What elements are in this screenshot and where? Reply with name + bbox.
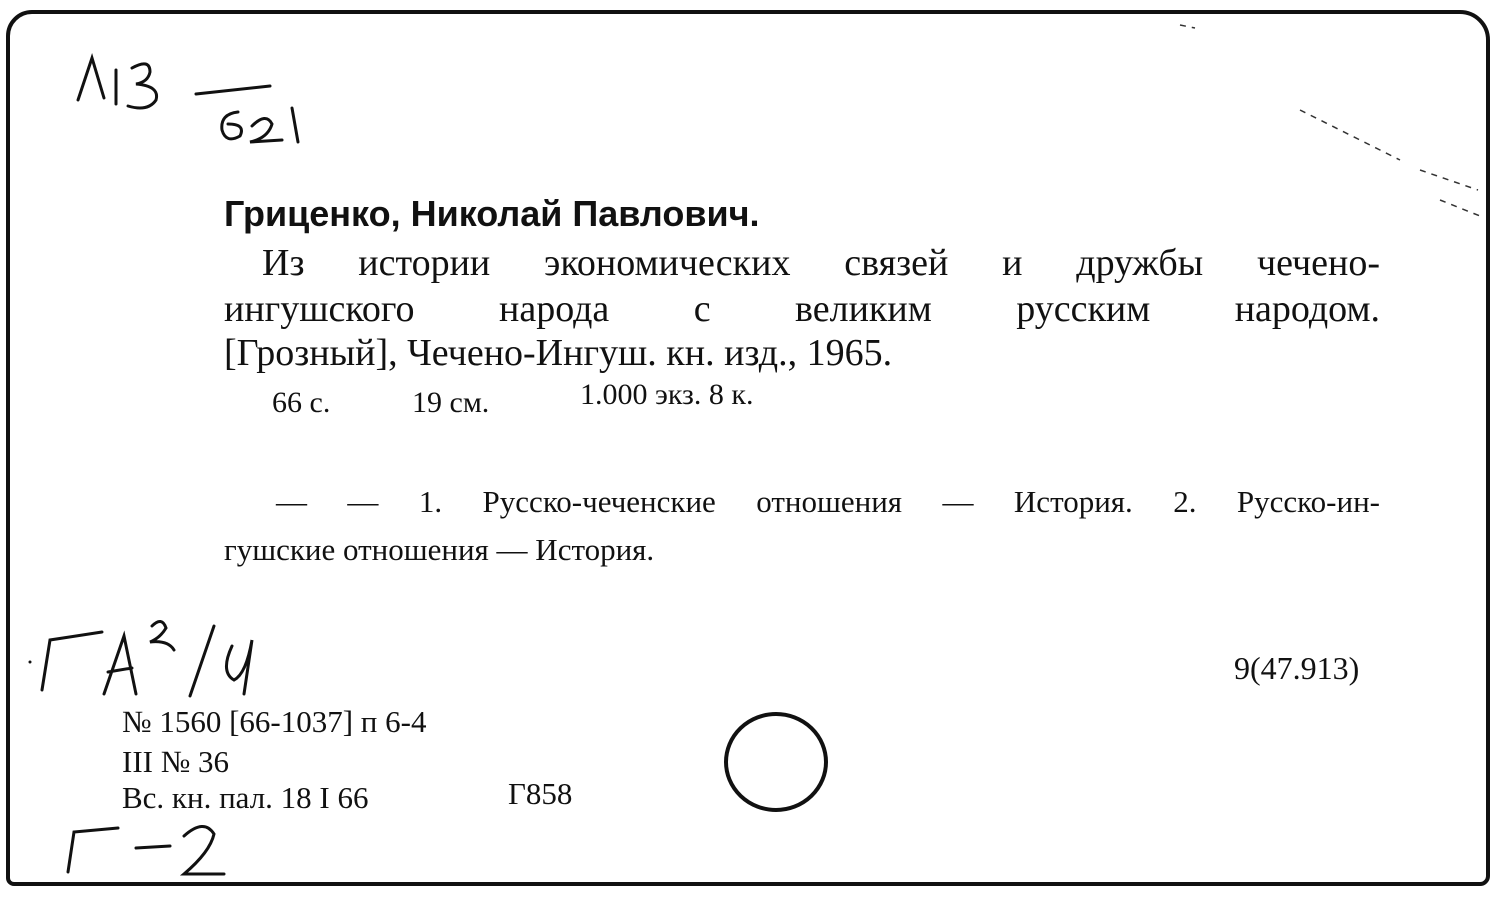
subjects-line-2: гушские отношения — История. <box>224 532 655 567</box>
physical-pages: 66 с. <box>272 386 331 419</box>
title-line-2: ингушского народа с великим русским народом. <box>224 288 1380 330</box>
subjects-line-1: — — 1. Русско-чеченские отношения — История. 2. Русско-ин- <box>276 484 1380 519</box>
imprint-line-2: III № 36 <box>122 744 230 779</box>
scan-specks <box>1180 25 1480 216</box>
handwriting-l13 <box>78 58 157 108</box>
handwriting-g2 <box>68 826 224 874</box>
classification-number: 9(47.913) <box>1234 650 1360 686</box>
handwriting-621 <box>222 108 298 142</box>
title-line-1: Из истории экономических связей и дружбы чечено- <box>262 242 1380 284</box>
imprint-line-1: № 1560 [66-1037] п 6-4 <box>122 704 427 739</box>
handwriting-ga <box>30 632 136 694</box>
handwriting-fraction <box>150 621 252 696</box>
circle-stamp <box>726 714 826 810</box>
physical-size: 19 см. <box>412 386 490 419</box>
handwriting-fraction-bar <box>196 86 270 94</box>
physical-print-run: 1.000 экз. 8 к. <box>580 378 754 411</box>
author-heading: Гриценко, Николай Павлович. <box>224 193 760 234</box>
title-line-3: [Грозный], Чечено-Ингуш. кн. изд., 1965. <box>224 332 893 374</box>
imprint-line-3: Вс. кн. пал. 18 I 66 <box>122 780 369 815</box>
imprint-line-4: Г858 <box>508 776 573 811</box>
